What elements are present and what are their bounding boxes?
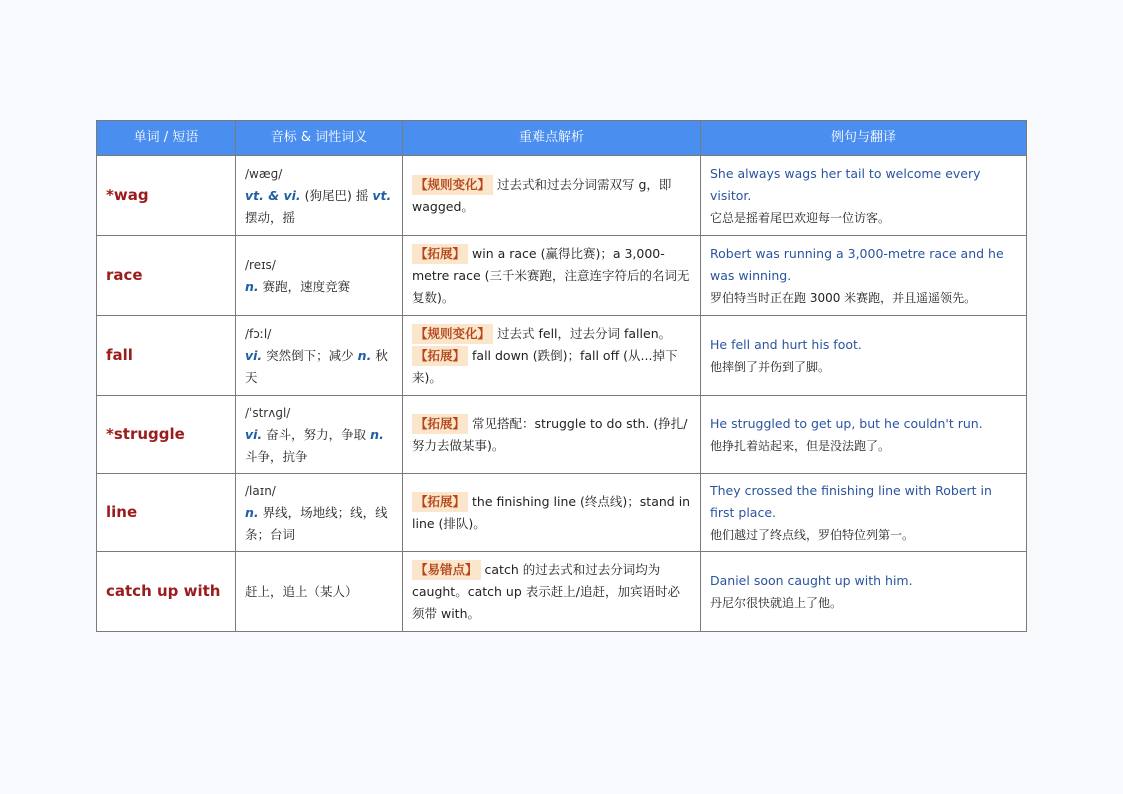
table-header-row bbox=[97, 121, 1027, 156]
phonetic-symbol: /wæɡ/ bbox=[245, 166, 283, 181]
example-sentence: Daniel soon caught up with him. bbox=[710, 572, 913, 588]
note-text: fall down (跌倒)；fall off (从...掉下来)。 bbox=[412, 347, 678, 385]
example-translation: 罗伯特当时正在跑 3000 米赛跑，并且遥遥领先。 bbox=[710, 290, 977, 305]
example-sentence: They crossed the finishing line with Robert in first place. bbox=[710, 482, 992, 520]
definition: 界线，场地线；线，线条；台词 bbox=[245, 504, 388, 542]
word-term: race bbox=[106, 266, 143, 284]
note-text: catch 的过去式和过去分词均为 caught。catch up 表示赶上/追赶，加宾语时必须带 with。 bbox=[412, 561, 680, 621]
header-phonetic: 音标 & 词性词义 bbox=[236, 121, 403, 156]
example-translation: 丹尼尔很快就追上了他。 bbox=[710, 595, 843, 610]
note-text: 过去式 fell，过去分词 fallen。 bbox=[497, 325, 672, 341]
note-tag: 【规则变化】 bbox=[412, 324, 493, 344]
example-sentence: She always wags her tail to welcome every visitor. bbox=[710, 165, 981, 203]
header-example: 例句与翻译 bbox=[701, 121, 1027, 156]
part-of-speech: n. bbox=[245, 504, 259, 520]
word-term: *wag bbox=[106, 186, 149, 204]
analysis-cell bbox=[403, 552, 701, 632]
note-tag: 【拓展】 bbox=[412, 414, 468, 434]
table-row bbox=[97, 552, 1027, 632]
part-of-speech: vt. bbox=[372, 187, 392, 203]
part-of-speech: n. bbox=[245, 278, 259, 294]
part-of-speech: n. bbox=[370, 426, 384, 442]
example-cell bbox=[701, 236, 1027, 316]
example-cell bbox=[701, 156, 1027, 236]
word-cell bbox=[97, 552, 236, 632]
note-text: the finishing line (终点线)；stand in line (排队)。 bbox=[412, 493, 691, 531]
definition: 赶上，追上（某人） bbox=[245, 583, 358, 599]
word-cell bbox=[97, 236, 236, 316]
header-word: 单词 / 短语 bbox=[97, 121, 236, 156]
table-row bbox=[97, 396, 1027, 474]
word-cell bbox=[97, 156, 236, 236]
example-translation: 他挣扎着站起来，但是没法跑了。 bbox=[710, 438, 891, 453]
example-cell bbox=[701, 552, 1027, 632]
example-translation: 它总是摇着尾巴欢迎每一位访客。 bbox=[710, 210, 891, 225]
example-cell bbox=[701, 474, 1027, 552]
phonetic-symbol: /ˈstrʌɡl/ bbox=[245, 405, 291, 420]
phonetic-symbol: /reɪs/ bbox=[245, 257, 276, 272]
example-cell bbox=[701, 396, 1027, 474]
table-row bbox=[97, 156, 1027, 236]
part-of-speech: vt. & vi. bbox=[245, 187, 301, 203]
header-analysis: 重难点解析 bbox=[403, 121, 701, 156]
definition: 赛跑，速度竞赛 bbox=[262, 278, 351, 294]
example-sentence: He fell and hurt his foot. bbox=[710, 336, 862, 352]
word-term: line bbox=[106, 503, 138, 521]
word-cell bbox=[97, 396, 236, 474]
note-tag: 【易错点】 bbox=[412, 560, 481, 580]
example-sentence: He struggled to get up, but he couldn't run. bbox=[710, 415, 983, 431]
note-tag: 【规则变化】 bbox=[412, 175, 493, 195]
example-cell bbox=[701, 316, 1027, 396]
example-sentence: Robert was running a 3,000-metre race and he was winning. bbox=[710, 245, 1004, 283]
phonetic-cell bbox=[236, 156, 403, 236]
phonetic-cell bbox=[236, 552, 403, 632]
table-row bbox=[97, 474, 1027, 552]
analysis-cell bbox=[403, 474, 701, 552]
definition: 奋斗，努力，争取 bbox=[266, 426, 367, 442]
phonetic-cell bbox=[236, 316, 403, 396]
part-of-speech: vi. bbox=[245, 426, 263, 442]
analysis-cell bbox=[403, 316, 701, 396]
table-row bbox=[97, 236, 1027, 316]
phonetic-cell bbox=[236, 474, 403, 552]
example-translation: 他们越过了终点线，罗伯特位列第一。 bbox=[710, 527, 915, 542]
analysis-cell bbox=[403, 236, 701, 316]
definition: 摆动，摇 bbox=[245, 209, 296, 225]
definition: 突然倒下；减少 bbox=[266, 347, 354, 363]
definition: 秋天 bbox=[245, 347, 388, 385]
example-translation: 他摔倒了并伤到了脚。 bbox=[710, 359, 831, 374]
note-tag: 【拓展】 bbox=[412, 244, 468, 264]
part-of-speech: n. bbox=[357, 347, 372, 363]
word-term: fall bbox=[106, 346, 133, 364]
word-cell bbox=[97, 316, 236, 396]
phonetic-cell bbox=[236, 396, 403, 474]
word-term: *struggle bbox=[106, 425, 185, 443]
part-of-speech: vi. bbox=[245, 347, 263, 363]
phonetic-symbol: /fɔːl/ bbox=[245, 326, 272, 341]
analysis-cell bbox=[403, 156, 701, 236]
analysis-cell bbox=[403, 396, 701, 474]
note-text: win a race (赢得比赛)；a 3,000-metre race (三千米赛跑，注意连字符后的名词无复数)。 bbox=[412, 245, 690, 305]
phonetic-cell bbox=[236, 236, 403, 316]
note-text: 过去式和过去分词需双写 g，即 wagged。 bbox=[412, 176, 672, 214]
definition: 斗争，抗争 bbox=[245, 448, 308, 464]
phonetic-symbol: /laɪn/ bbox=[245, 483, 276, 498]
note-text: 常见搭配：struggle to do sth. (挣扎/努力去做某事)。 bbox=[412, 415, 688, 453]
vocabulary-table bbox=[96, 120, 1027, 632]
note-tag: 【拓展】 bbox=[412, 492, 468, 512]
word-cell bbox=[97, 474, 236, 552]
word-term: catch up with bbox=[106, 582, 221, 600]
note-tag: 【拓展】 bbox=[412, 346, 468, 366]
table-row bbox=[97, 316, 1027, 396]
definition: (狗尾巴) 摇 bbox=[304, 187, 369, 203]
